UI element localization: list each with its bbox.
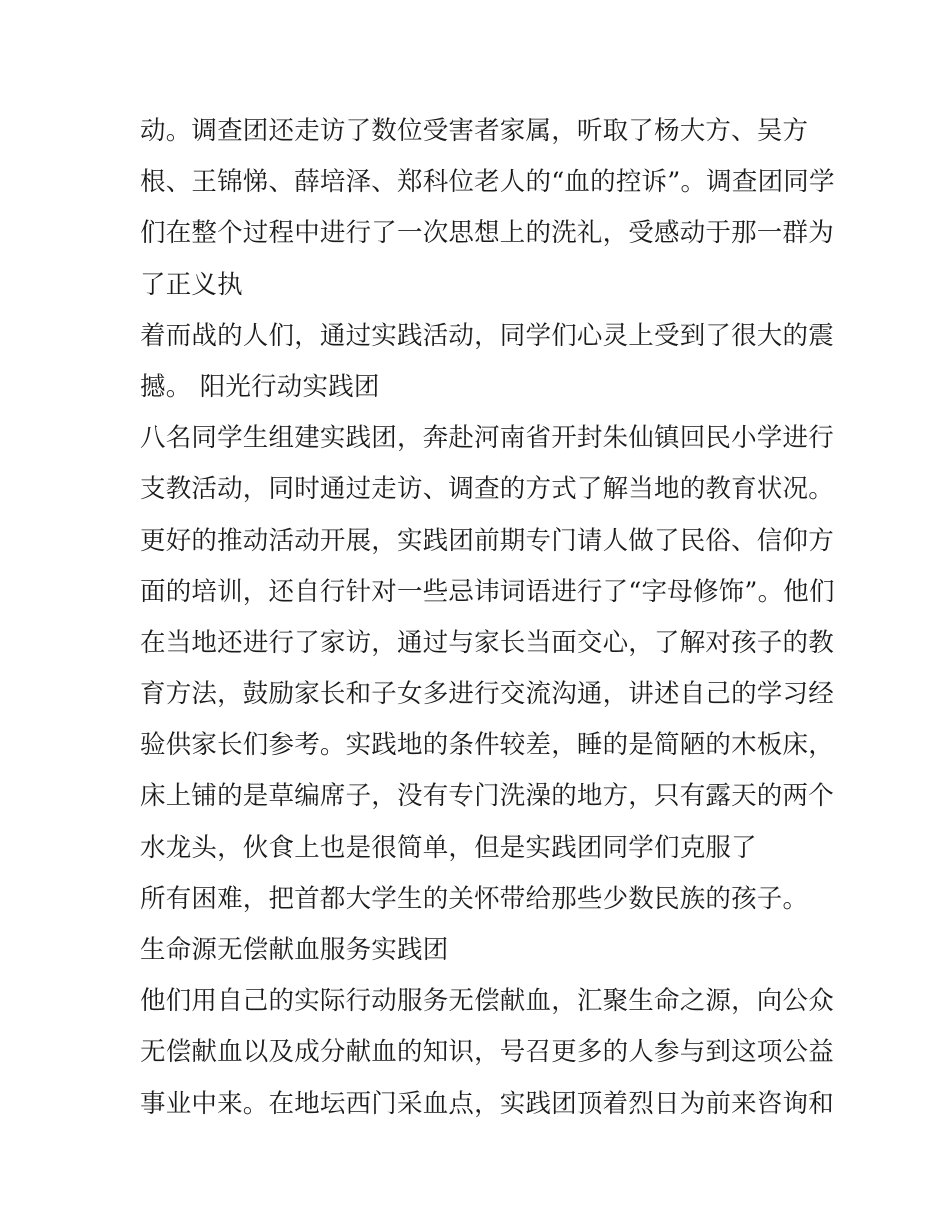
body-text (140, 106, 835, 1130)
text-line: 他们用自己的实际行动服务无偿献血，汇聚生命之源，向公众 (140, 986, 834, 1017)
text-line: 撼。 阳光行动实践团 (140, 371, 380, 402)
text-line: 在当地还进行了家访，通过与家长当面交心，了解对孩子的教 (140, 627, 834, 658)
text-line: 面的培训，还自行针对一些忌讳词语进行了“字母修饰”。他们 (140, 576, 835, 607)
text-line: 支教活动，同时通过走访、调查的方式了解当地的教育状况。 (140, 474, 834, 505)
text-line: 验供家长们参考。实践地的条件较差，睡的是简陋的木板床， (140, 730, 834, 761)
text-line: 无偿献血以及成分献血的知识，号召更多的人参与到这项公益 (140, 1037, 834, 1068)
text-line: 事业中来。在地坛西门采血点，实践团顶着烈日为前来咨询和 (140, 1088, 834, 1119)
text-line: 育方法，鼓励家长和子女多进行交流沟通，讲述自己的学习经 (140, 679, 834, 710)
text-line: 所有困难，把首都大学生的关怀带给那些少数民族的孩子。 (140, 883, 809, 914)
text-line: 们在整个过程中进行了一次思想上的洗礼，受感动于那一群为 (140, 218, 834, 249)
text-line: 着而战的人们，通过实践活动，同学们心灵上受到了很大的震 (140, 320, 834, 351)
text-line: 八名同学生组建实践团，奔赴河南省开封朱仙镇回民小学进行 (140, 423, 834, 454)
text-line: 生命源无偿献血服务实践团 (140, 935, 449, 965)
text-line: 水龙头，伙食上也是很简单，但是实践团同学们克服了 (140, 832, 757, 863)
text-line: 床上铺的是草编席子，没有专门洗澡的地方，只有露天的两个 (140, 781, 834, 812)
text-line: 动。调查团还走访了数位受害者家属，听取了杨大方、吴方 (140, 116, 809, 146)
text-line: 根、王锦悌、薛培泽、郑科位老人的“血的控诉”。调查团同学 (140, 167, 835, 198)
text-line: 更好的推动活动开展，实践团前期专门请人做了民俗、信仰方 (140, 525, 834, 556)
text-line: 了正义执 (140, 269, 243, 300)
